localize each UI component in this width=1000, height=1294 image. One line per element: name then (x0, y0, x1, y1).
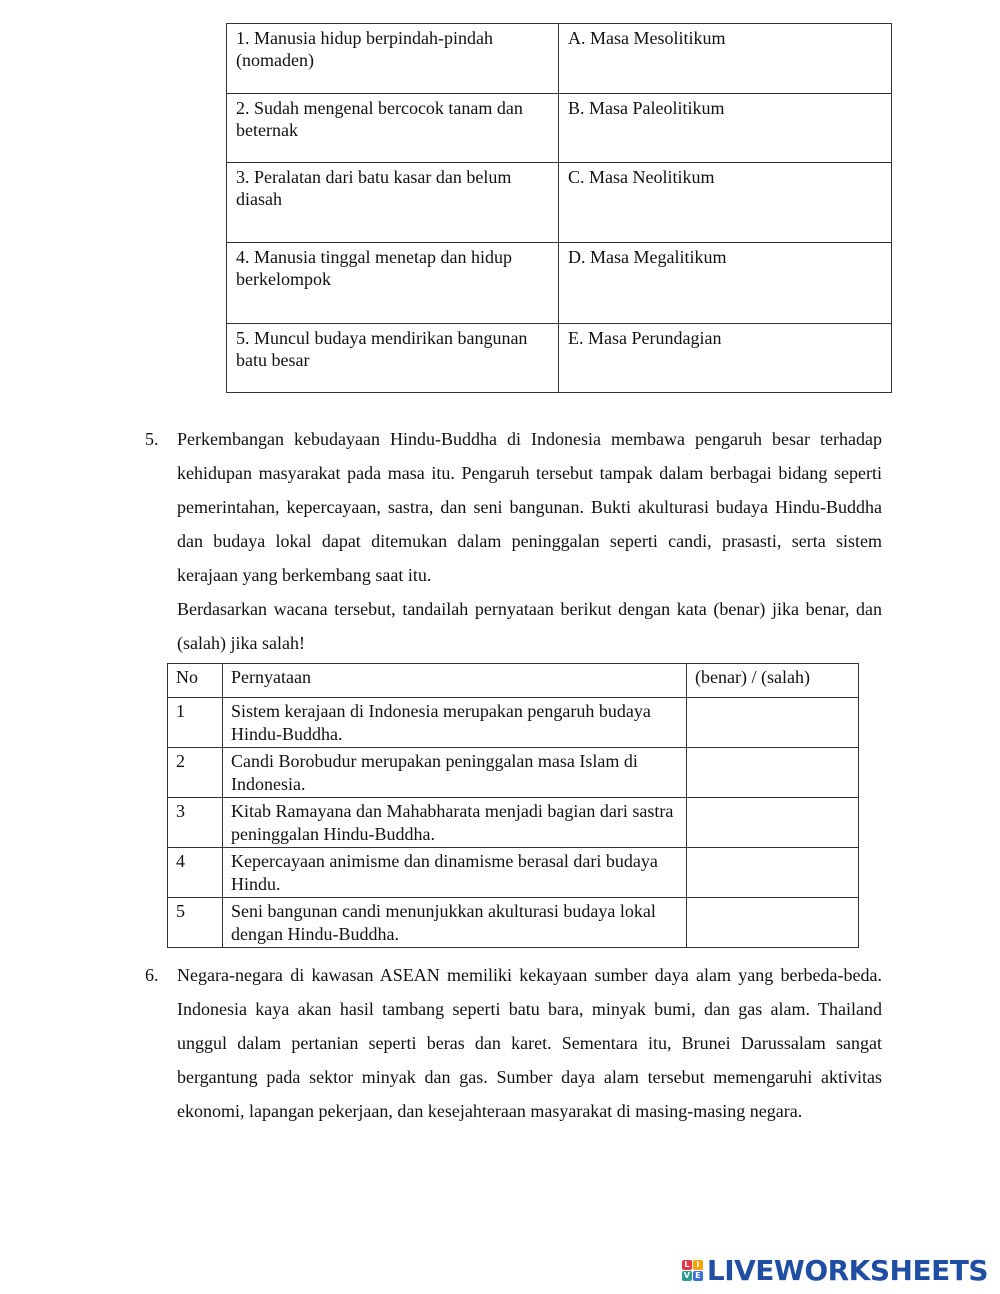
row-statement: Candi Borobudur merupakan peninggalan masa Islam di Indonesia. (223, 748, 687, 798)
logo-mark-letter: I (693, 1260, 703, 1270)
question-number: 5. (145, 429, 159, 449)
table-row (168, 898, 859, 948)
logo-text: LIVEWORKSHEETS (706, 1253, 988, 1287)
logo-mark-letter: L (682, 1260, 692, 1270)
answer-input[interactable] (687, 748, 859, 798)
matching-option[interactable]: D. Masa Megalitikum (559, 243, 892, 324)
answer-input[interactable] (687, 698, 859, 748)
true-false-table (167, 663, 859, 948)
question-instruction: Berdasarkan wacana tersebut, tandailah pernyataan berikut dengan kata (benar) jika benar, dan (salah) jika salah! (177, 599, 882, 653)
matching-row (227, 163, 892, 243)
liveworksheets-logo (682, 1254, 988, 1286)
matching-option[interactable]: A. Masa Mesolitikum (559, 24, 892, 94)
matching-option[interactable]: B. Masa Paleolitikum (559, 94, 892, 163)
logo-mark-letter: V (683, 1270, 690, 1280)
row-statement: Seni bangunan candi menunjukkan akulturasi budaya lokal dengan Hindu-Buddha. (223, 898, 687, 948)
table-header-row (168, 664, 859, 698)
answer-input[interactable] (687, 798, 859, 848)
matching-statement[interactable]: 1. Manusia hidup berpindah-pindah (nomaden) (227, 24, 559, 94)
matching-table (226, 23, 892, 393)
logo-mark-icon (682, 1260, 703, 1281)
table-row (168, 798, 859, 848)
header-statement: Pernyataan (223, 664, 687, 698)
row-number: 5 (168, 898, 223, 948)
matching-option[interactable]: C. Masa Neolitikum (559, 163, 892, 243)
row-number: 1 (168, 698, 223, 748)
header-answer: (benar) / (salah) (687, 664, 859, 698)
row-statement: Kitab Ramayana dan Mahabharata menjadi bagian dari sastra peninggalan Hindu-Buddha. (223, 798, 687, 848)
question-5 (145, 422, 882, 660)
matching-statement[interactable]: 5. Muncul budaya mendirikan bangunan batu besar (227, 324, 559, 393)
matching-row (227, 324, 892, 393)
row-number: 4 (168, 848, 223, 898)
question-paragraph: Perkembangan kebudayaan Hindu-Buddha di Indonesia membawa pengaruh besar terhadap kehidupan masyarakat pada masa itu. Pengaruh tersebut tampak dalam berbagai bidang seperti pemerintahan, kepercayaan, sastra, dan seni bangunan. Bukti akulturasi budaya Hindu-Buddha dan budaya lokal dapat ditemukan dalam peninggalan seperti candi, prasasti, serta sistem kerajaan yang berkembang saat itu. (177, 429, 882, 585)
matching-statement[interactable]: 3. Peralatan dari batu kasar dan belum diasah (227, 163, 559, 243)
logo-mark-letter: E (693, 1271, 703, 1281)
row-number: 3 (168, 798, 223, 848)
row-statement: Sistem kerajaan di Indonesia merupakan pengaruh budaya Hindu-Buddha. (223, 698, 687, 748)
row-statement: Kepercayaan animisme dan dinamisme berasal dari budaya Hindu. (223, 848, 687, 898)
table-row (168, 698, 859, 748)
answer-input[interactable] (687, 848, 859, 898)
matching-statement[interactable]: 2. Sudah mengenal bercocok tanam dan beternak (227, 94, 559, 163)
answer-input[interactable] (687, 898, 859, 948)
matching-row (227, 24, 892, 94)
question-paragraph: Negara-negara di kawasan ASEAN memiliki kekayaan sumber daya alam yang berbeda-beda. Indonesia kaya akan hasil tambang seperti batu bara, minyak bumi, dan gas alam. Thailand unggul dalam pertanian seperti beras dan karet. Sementara itu, Brunei Darussalam sangat bergantung pada sektor minyak dan gas. Sumber daya alam tersebut memengaruhi aktivitas ekonomi, lapangan pekerjaan, dan kesejahteraan masyarakat di masing-masing negara. (177, 965, 882, 1121)
table-row (168, 848, 859, 898)
question-6 (145, 958, 882, 1128)
question-number: 6. (145, 965, 159, 985)
table-row (168, 748, 859, 798)
row-number: 2 (168, 748, 223, 798)
matching-option[interactable]: E. Masa Perundagian (559, 324, 892, 393)
matching-row (227, 94, 892, 163)
matching-statement[interactable]: 4. Manusia tinggal menetap dan hidup berkelompok (227, 243, 559, 324)
matching-row (227, 243, 892, 324)
header-no: No (168, 664, 223, 698)
